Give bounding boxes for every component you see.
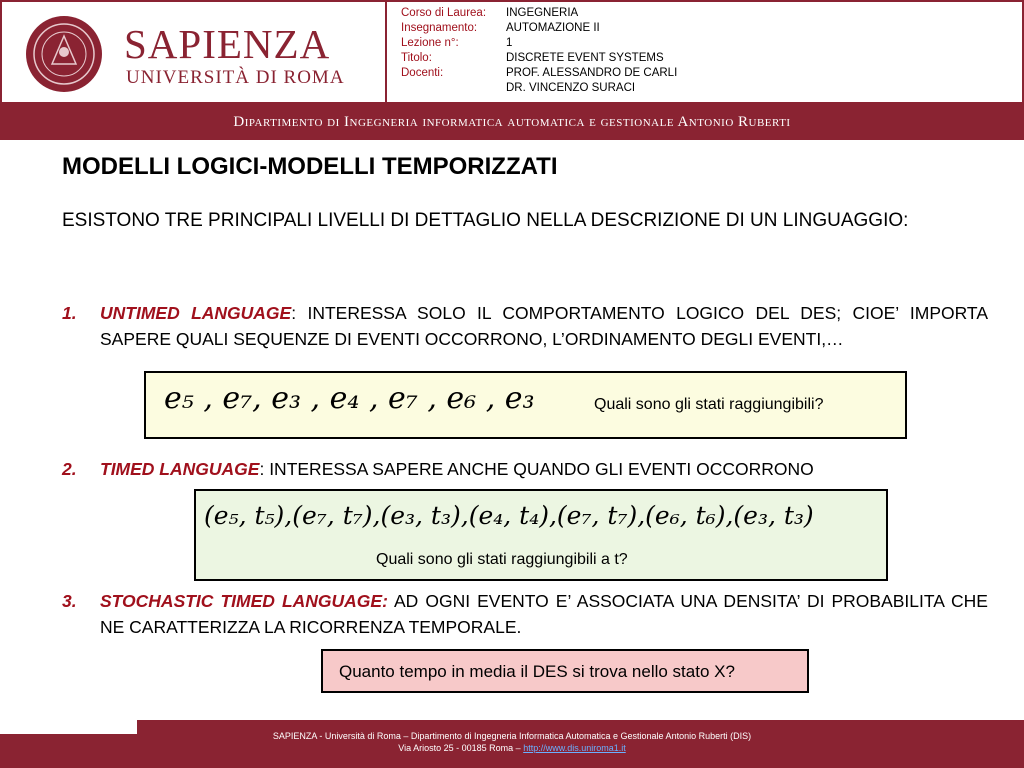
footer-website-link[interactable]: http://www.dis.uniroma1.it: [523, 743, 626, 753]
item-text: INTERESSA SAPERE ANCHE QUANDO GLI EVENTI OCCORRONO: [264, 459, 814, 479]
item-number: 1.: [62, 303, 77, 323]
footer-institution: SAPIENZA - Università di Roma – Dipartimento di Ingegneria Informatica Automatica e Gestionale Antonio Ruberti (DIS): [272, 731, 752, 741]
item-number: 2.: [62, 459, 77, 479]
item-text: INTERESSA SOLO IL COMPORTAMENTO LOGICO DEL DES; CIOE’ IMPORTA SAPERE QUALI SEQUENZE DI EVENTI OCCORRONO, L’ORDINAMENTO DEGLI EVENTI,…: [100, 303, 988, 349]
course-info-value: 1: [506, 37, 513, 49]
item-separator: :: [259, 459, 265, 479]
brand-subtitle: UNIVERSITÀ DI ROMA: [126, 67, 345, 88]
slide-title: MODELLI LOGICI-MODELLI TEMPORIZZATI: [62, 153, 558, 180]
question-text: Quali sono gli stati raggiungibili?: [594, 396, 824, 413]
university-logo: [2, 2, 385, 102]
item-separator: :: [291, 303, 297, 323]
timed-event-sequence: (e₅, t₅),(e₇, t₇),(e₃, t₃),(e₄, t₄),(e₇, t₇),(e₆, t₆),(e₃, t₃): [204, 501, 814, 530]
course-info-label: Insegnamento:: [401, 22, 478, 34]
course-info-value: INGEGNERIA: [506, 7, 579, 19]
stochastic-question-box: [321, 649, 809, 693]
intro-text: ESISTONO TRE PRINCIPALI LIVELLI DI DETTAGLIO NELLA DESCRIZIONE DI UN LINGUAGGIO:: [62, 210, 909, 231]
item-body: [100, 300, 988, 352]
course-info-value: DR. VINCENZO SURACI: [506, 82, 636, 94]
timed-example-box: [194, 489, 888, 581]
item-heading: TIMED LANGUAGE: [100, 459, 260, 479]
question-text: Quanto tempo in media il DES si trova nello stato X?: [339, 662, 735, 681]
department-name: Dipartimento di Ingegneria informatica automatica e gestionale Antonio Ruberti: [233, 114, 791, 130]
item-number: 3.: [62, 591, 77, 611]
question-text: Quali sono gli stati raggiungibili a t?: [376, 551, 628, 568]
course-info-value: PROF. ALESSANDRO DE CARLI: [506, 67, 678, 79]
event-sequence: e₅ , e₇, e₃ , e₄ , e₇ , e₆ , e₃: [164, 381, 535, 416]
item-body: [100, 456, 988, 482]
item-body: [100, 588, 988, 640]
footer-address-text: Via Ariosto 25 - 00185 Roma –: [398, 743, 524, 753]
course-info-value: DISCRETE EVENT SYSTEMS: [506, 52, 664, 64]
course-info-panel: [387, 2, 1022, 102]
course-info-label: Corso di Laurea:: [401, 7, 487, 19]
untimed-example-box: [144, 371, 907, 439]
list-item: [62, 456, 988, 482]
course-info-label: Titolo:: [401, 52, 432, 64]
list-item: [62, 300, 988, 352]
item-heading: UNTIMED LANGUAGE: [100, 303, 292, 323]
course-info-value: AUTOMAZIONE II: [506, 22, 600, 34]
item-heading: STOCHASTIC TIMED LANGUAGE:: [100, 591, 388, 611]
course-info-label: Docenti:: [401, 67, 444, 79]
list-item: [62, 588, 988, 640]
item-text: AD OGNI EVENTO E’ ASSOCIATA UNA DENSITA’ DI PROBABILITA CHE NE CARATTERIZZA LA RICORRENZA TEMPORALE.: [100, 591, 988, 637]
footer-address: [0, 743, 1024, 753]
brand-name: SAPIENZA: [124, 21, 331, 67]
course-info-label: Lezione n°:: [401, 37, 459, 49]
university-seal-icon: [24, 14, 104, 94]
